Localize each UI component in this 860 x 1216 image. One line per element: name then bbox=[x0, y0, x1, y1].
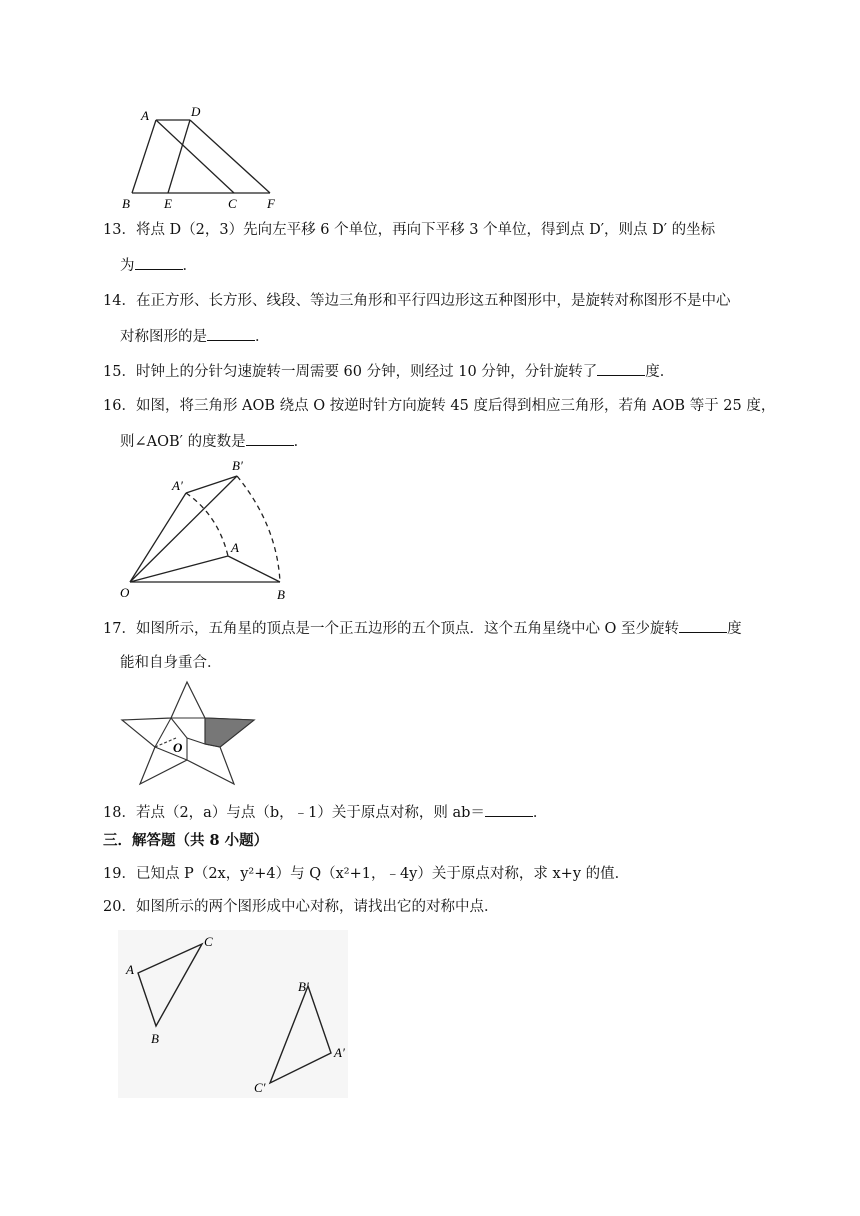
question-16-line1 bbox=[103, 396, 775, 416]
question-text: 为 bbox=[120, 258, 135, 274]
question-19 bbox=[103, 864, 629, 884]
question-number: 16． bbox=[103, 398, 136, 414]
question-text: 在正方形、长方形、线段、等边三角形和平行四边形这五种图形中，是旋转对称图形不是中心 bbox=[135, 293, 731, 309]
answer-blank[interactable] bbox=[135, 255, 183, 270]
answer-blank[interactable] bbox=[485, 802, 533, 817]
question-15 bbox=[103, 361, 674, 382]
question-13-line2 bbox=[120, 255, 197, 276]
label-a: A bbox=[141, 108, 149, 123]
question-text: ． bbox=[293, 434, 309, 450]
question-text: 如图所示的两个图形成中心对称，请找出它的对称中点． bbox=[135, 899, 499, 915]
label-a-prime: A′ bbox=[334, 1045, 345, 1060]
question-number: 13． bbox=[103, 222, 136, 238]
question-number: 20． bbox=[103, 899, 136, 915]
question-text: 已知点 P（2x，y²+4）与 Q（x²+1，﹣4y）关于原点对称，求 x+y 的值． bbox=[135, 866, 630, 882]
question-text: 度 bbox=[727, 621, 742, 637]
question-17-line2 bbox=[120, 653, 222, 673]
question-text: 对称图形的是 bbox=[120, 329, 207, 345]
question-text: 将点 D（2，3）先向左平移 6 个单位，再向下平移 3 个单位，得到点 D′，则点 D′ 的坐标 bbox=[135, 222, 716, 238]
question-14-line2 bbox=[120, 326, 270, 347]
question-text: ． bbox=[532, 805, 548, 821]
answer-blank[interactable] bbox=[597, 361, 645, 376]
label-c: C bbox=[228, 196, 237, 211]
label-d: D bbox=[191, 104, 201, 119]
answer-blank[interactable] bbox=[246, 431, 294, 446]
question-text: 如图，将三角形 AOB 绕点 O 按逆时针方向旋转 45 度后得到相应三角形，若角 AOB 等于 25 度， bbox=[135, 398, 776, 414]
figure-symmetry bbox=[118, 930, 358, 1100]
answer-blank[interactable] bbox=[207, 326, 255, 341]
question-text: ． bbox=[255, 329, 270, 345]
question-20 bbox=[103, 897, 498, 917]
question-13-line1 bbox=[103, 220, 715, 240]
label-c-prime: C′ bbox=[254, 1080, 266, 1095]
question-text: 时钟上的分针匀速旋转一周需要 60 分钟，则经过 10 分钟，分针旋转了 bbox=[135, 364, 598, 380]
label-b-prime: B′ bbox=[232, 458, 243, 473]
question-text: 如图所示，五角星的顶点是一个正五边形的五个顶点．这个五角星绕中心 O 至少旋转 bbox=[135, 621, 680, 637]
figure-star bbox=[118, 676, 258, 791]
question-number: 19． bbox=[103, 866, 136, 882]
label-a: A bbox=[126, 962, 134, 977]
answer-blank[interactable] bbox=[679, 618, 727, 633]
question-text: 能和自身重合． bbox=[120, 655, 222, 671]
question-text: 度． bbox=[645, 364, 675, 380]
question-text: ． bbox=[182, 258, 197, 274]
question-14-line1 bbox=[103, 291, 730, 311]
question-number: 17． bbox=[103, 621, 136, 637]
question-number: 14． bbox=[103, 293, 136, 309]
figure-parallelogram bbox=[118, 100, 288, 215]
label-f: F bbox=[267, 196, 275, 211]
label-a: A bbox=[231, 540, 239, 555]
label-a-prime: A′ bbox=[172, 478, 183, 493]
label-b: B bbox=[277, 587, 285, 602]
label-o: O bbox=[120, 585, 130, 600]
label-b-prime: B′ bbox=[298, 979, 309, 994]
label-b: B bbox=[122, 196, 130, 211]
label-o: O bbox=[173, 740, 183, 755]
question-18 bbox=[103, 802, 547, 823]
question-number: 15． bbox=[103, 364, 136, 380]
label-c: C bbox=[204, 934, 213, 949]
question-text: 若点（2，a）与点（b，﹣1）关于原点对称，则 ab＝ bbox=[135, 805, 485, 821]
label-b: B bbox=[151, 1031, 159, 1046]
figure-rotation bbox=[112, 455, 302, 605]
label-e: E bbox=[164, 196, 172, 211]
question-16-line2 bbox=[120, 431, 308, 452]
question-number: 18． bbox=[103, 805, 136, 821]
question-17-line1 bbox=[103, 618, 742, 639]
question-text: 则∠AOB′ 的度数是 bbox=[120, 434, 246, 450]
section-heading: 三．解答题（共 8 小题） bbox=[103, 832, 269, 849]
